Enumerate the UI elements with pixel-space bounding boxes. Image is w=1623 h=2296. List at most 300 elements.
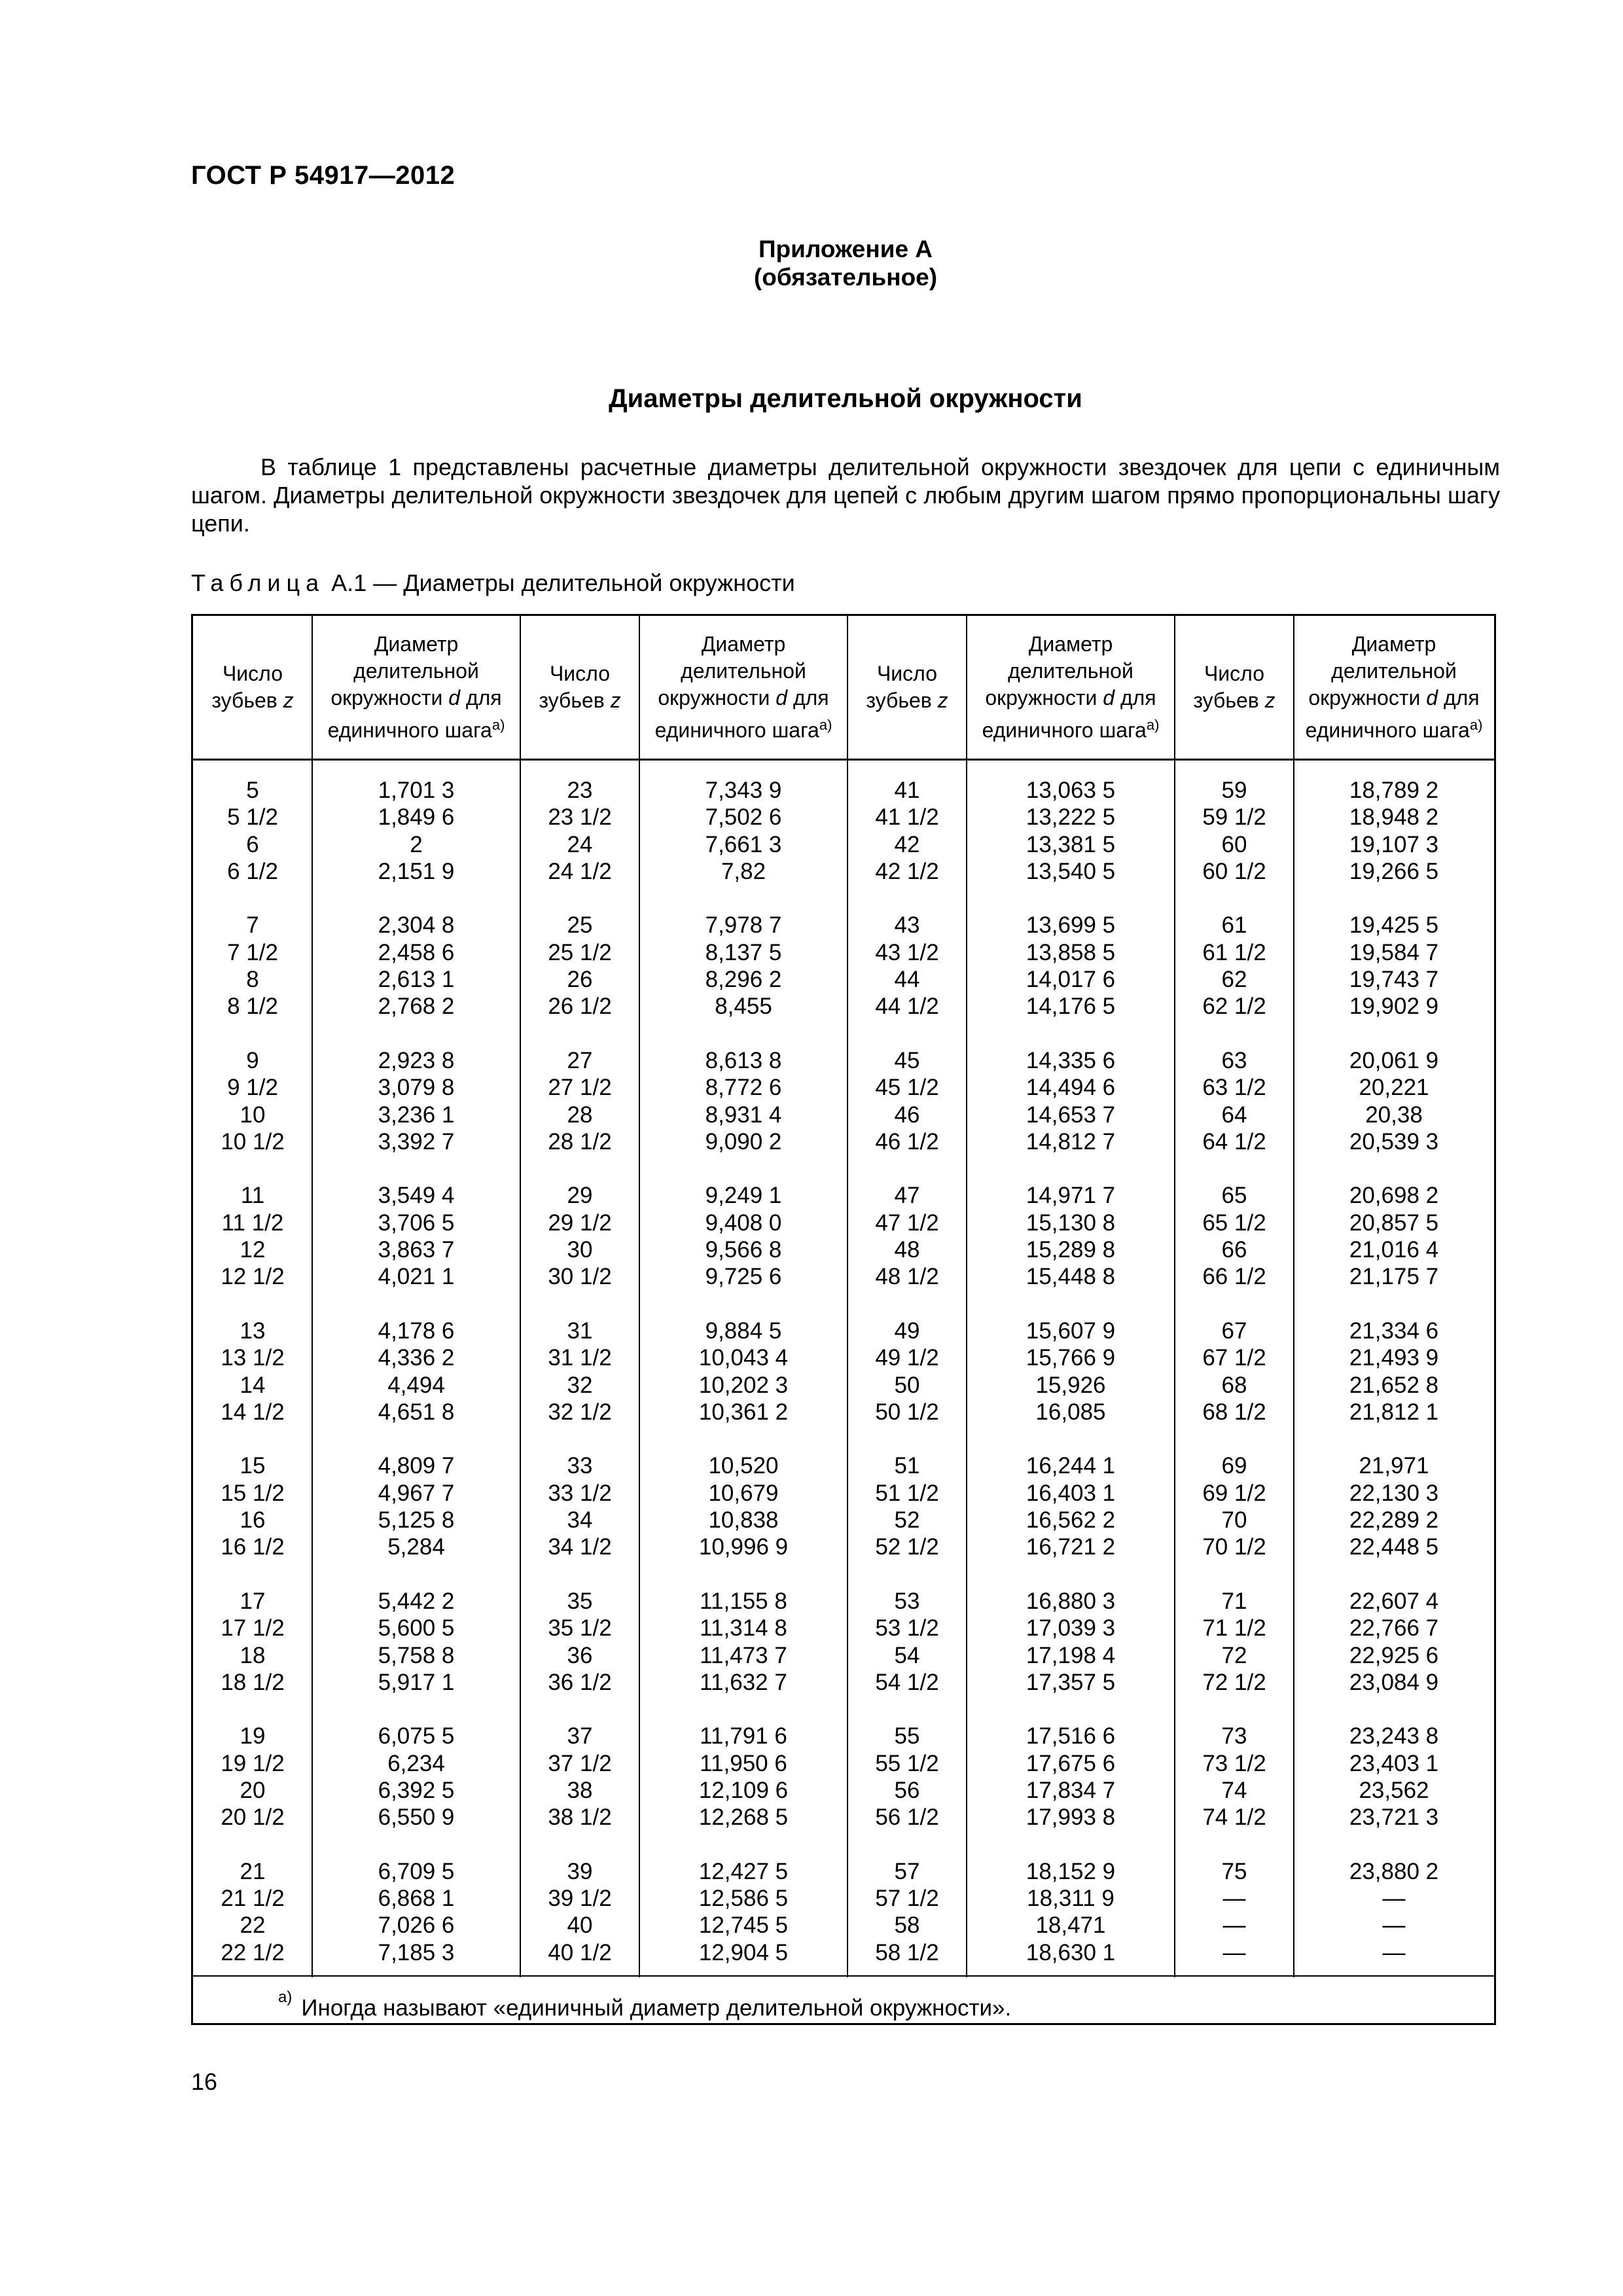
table-footnote-row (193, 1975, 1494, 2026)
diameter-cell: 5,442 2 (378, 1588, 455, 1614)
diameter-cell: 10,361 2 (698, 1399, 789, 1425)
teeth-cell: 62 1/2 (1202, 994, 1266, 1020)
row-group (193, 1047, 312, 1155)
diameter-cell: 18,471 (1035, 1912, 1106, 1939)
teeth-cell: 70 1/2 (1202, 1534, 1266, 1560)
teeth-cell: 16 (240, 1507, 266, 1534)
teeth-cell: 68 (1221, 1372, 1247, 1398)
diameter-cell: 22,289 2 (1349, 1507, 1439, 1534)
teeth-cell: 28 (567, 1102, 593, 1128)
teeth-cell: 20 (240, 1777, 266, 1803)
diameter-cell: — (1382, 1912, 1406, 1939)
diameter-cell: 7,185 3 (378, 1939, 455, 1965)
teeth-cell: 8 1/2 (227, 994, 278, 1020)
teeth-cell: 58 (894, 1912, 920, 1939)
row-group (312, 1318, 520, 1426)
teeth-cell: 15 1/2 (221, 1480, 285, 1506)
teeth-cell: 12 1/2 (221, 1264, 285, 1290)
row-group (1175, 912, 1294, 1020)
diameter-cell: 6,550 9 (378, 1804, 455, 1831)
diameter-cell: 21,175 7 (1349, 1264, 1439, 1290)
teeth-cell: 23 1/2 (548, 804, 612, 831)
teeth-cell: 67 1/2 (1202, 1345, 1266, 1371)
diameter-cell: 17,357 5 (1026, 1669, 1116, 1695)
diameter-cell: 21,016 4 (1349, 1237, 1439, 1263)
header-teeth-count (847, 616, 967, 759)
row-group (639, 1723, 847, 1831)
teeth-cell: 36 (567, 1642, 593, 1668)
diameter-cell: 6,868 1 (378, 1886, 455, 1912)
teeth-cell: 29 1/2 (548, 1210, 612, 1236)
teeth-cell: 54 1/2 (875, 1669, 939, 1695)
diameter-cell: 17,516 6 (1026, 1723, 1116, 1749)
teeth-cell: 5 (246, 778, 259, 803)
diameter-cell: 16,085 (1035, 1399, 1106, 1425)
teeth-cell: — (1222, 1939, 1246, 1965)
teeth-cell: 74 1/2 (1202, 1804, 1266, 1831)
row-group (520, 1047, 639, 1155)
diameter-cell: 20,061 9 (1349, 1047, 1439, 1073)
diameter-cell: 23,562 (1359, 1777, 1429, 1803)
diameter-cell: 8,931 4 (705, 1102, 782, 1128)
teeth-cell: 47 (894, 1183, 920, 1209)
diameter-cell: 6,709 5 (378, 1858, 455, 1884)
teeth-cell: 63 1/2 (1202, 1075, 1266, 1101)
diameter-cell: 13,063 5 (1026, 778, 1116, 803)
document-code: ГОСТ Р 54917—2012 (191, 161, 455, 190)
diameter-cell: 3,392 7 (378, 1128, 455, 1155)
diameter-cell: 19,266 5 (1349, 858, 1439, 884)
teeth-cell: 74 (1221, 1777, 1247, 1803)
teeth-cell: 46 (894, 1102, 920, 1128)
header-pitch-diameter (312, 616, 520, 759)
diameter-cell: 10,202 3 (698, 1372, 789, 1398)
diameter-cell: 7,502 6 (705, 804, 782, 831)
teeth-cell: 73 1/2 (1202, 1750, 1266, 1776)
row-group (967, 1858, 1175, 1966)
header-text: единичного шага$^{а)}$ (982, 716, 1160, 742)
header-text: окружности d для (985, 685, 1156, 709)
row-group (847, 1452, 967, 1560)
diameter-cell: 3,863 7 (378, 1237, 455, 1263)
header-pitch-diameter (1294, 616, 1494, 759)
teeth-cell: 17 (240, 1588, 266, 1614)
teeth-cell: 43 1/2 (875, 939, 939, 965)
teeth-cell: — (1222, 1886, 1246, 1912)
row-group (193, 1588, 312, 1696)
row-group (967, 777, 1175, 885)
row-group (312, 777, 520, 885)
header-text: окружности d для (330, 685, 502, 709)
teeth-cell: 32 1/2 (548, 1399, 612, 1425)
diameter-cell: 22,130 3 (1349, 1480, 1439, 1506)
diameter-cell: 7,978 7 (705, 912, 782, 939)
diameter-cell: 7,661 3 (705, 831, 782, 857)
teeth-cell: 10 (240, 1102, 266, 1128)
table-caption-text: А.1 — Диаметры делительной окружности (331, 569, 795, 596)
diameter-cell: 14,653 7 (1026, 1102, 1116, 1128)
teeth-cell: 24 1/2 (548, 858, 612, 884)
row-group (1175, 1588, 1294, 1696)
header-text: зубьев z (866, 689, 948, 712)
diameter-cell: 9,090 2 (705, 1128, 782, 1155)
teeth-cell: — (1222, 1912, 1246, 1939)
teeth-cell: 35 1/2 (548, 1615, 612, 1641)
teeth-cell: 14 (240, 1372, 266, 1398)
diameter-cell: 22,766 7 (1349, 1615, 1439, 1641)
diameter-cell: 14,971 7 (1026, 1183, 1116, 1209)
teeth-cell: 42 1/2 (875, 858, 939, 884)
diameter-cell: 18,152 9 (1026, 1858, 1116, 1884)
diameter-cell: 8,296 2 (705, 967, 782, 993)
diameter-cell: 14,176 5 (1026, 994, 1116, 1020)
teeth-cell: 50 1/2 (875, 1399, 939, 1425)
diameter-cell: 9,725 6 (705, 1264, 782, 1290)
diameter-cell: 11,155 8 (700, 1588, 787, 1614)
diameter-cell: 5,284 (387, 1534, 445, 1560)
row-group (312, 1452, 520, 1560)
row-group (847, 912, 967, 1020)
diameter-column (312, 777, 520, 1993)
teeth-cell: 15 (240, 1453, 266, 1479)
diameter-cell: 19,902 9 (1349, 994, 1439, 1020)
teeth-cell: 62 (1221, 967, 1247, 993)
teeth-cell: 72 1/2 (1202, 1669, 1266, 1695)
teeth-cell: 55 1/2 (875, 1750, 939, 1776)
teeth-cell: 34 (567, 1507, 593, 1534)
diameter-cell: 23,084 9 (1349, 1669, 1439, 1695)
diameter-cell: 5,758 8 (378, 1642, 455, 1668)
diameter-cell: 20,698 2 (1349, 1183, 1439, 1209)
teeth-cell: 45 (894, 1047, 920, 1073)
diameter-cell: 18,630 1 (1026, 1939, 1116, 1965)
teeth-cell: 75 (1221, 1858, 1247, 1884)
diameter-cell: 3,549 4 (378, 1183, 455, 1209)
diameter-cell: 21,334 6 (1349, 1318, 1439, 1344)
diameter-cell: 2 (410, 831, 423, 857)
diameter-cell: 6,392 5 (378, 1777, 455, 1803)
row-group (1294, 1182, 1494, 1290)
teeth-cell: 31 1/2 (548, 1345, 612, 1371)
footnote-text: Иногда называют «единичный диаметр делительной окружности». (301, 1995, 1012, 2021)
teeth-cell: 44 (894, 967, 920, 993)
diameter-cell: 14,335 6 (1026, 1047, 1116, 1073)
diameter-cell: 10,996 9 (698, 1534, 789, 1560)
page-number: 16 (191, 2068, 218, 2095)
teeth-cell: 60 1/2 (1202, 858, 1266, 884)
row-group (1175, 1452, 1294, 1560)
header-text: Число (876, 662, 937, 685)
teeth-cell: 40 1/2 (548, 1939, 612, 1965)
diameter-cell: 1,849 6 (378, 804, 455, 831)
teeth-cell: 40 (567, 1912, 593, 1939)
diameter-cell: 23,403 1 (1349, 1750, 1439, 1776)
row-group (639, 912, 847, 1020)
row-group (639, 1452, 847, 1560)
teeth-cell: 66 (1221, 1237, 1247, 1263)
header-text: окружности d для (658, 685, 829, 709)
diameter-cell: 8,455 (715, 994, 772, 1020)
header-pitch-diameter (639, 616, 847, 759)
teeth-cell: 66 1/2 (1202, 1264, 1266, 1290)
teeth-cell: 13 (240, 1318, 266, 1344)
teeth-cell: 38 1/2 (548, 1804, 612, 1831)
row-group (967, 1588, 1175, 1696)
row-group (1294, 1452, 1494, 1560)
row-group (193, 1318, 312, 1426)
teeth-cell: 60 (1221, 831, 1247, 857)
teeth-cell: 7 (246, 912, 259, 939)
diameter-cell: 10,043 4 (698, 1345, 789, 1371)
teeth-cell: 47 1/2 (875, 1210, 939, 1236)
row-group (1175, 1723, 1294, 1831)
teeth-cell: 26 (567, 967, 593, 993)
teeth-cell: 44 1/2 (875, 994, 939, 1020)
teeth-cell: 12 (240, 1237, 266, 1263)
diameter-cell: 12,745 5 (698, 1912, 789, 1939)
header-text: Диаметр (1028, 632, 1113, 656)
teeth-column (520, 777, 639, 1993)
diameter-cell: 8,137 5 (705, 939, 782, 965)
teeth-cell: 64 (1221, 1102, 1247, 1128)
diameter-cell: 20,221 (1359, 1075, 1429, 1101)
diameter-cell: 21,971 (1359, 1453, 1429, 1479)
diameter-cell: 3,706 5 (378, 1210, 455, 1236)
teeth-cell: 25 (567, 912, 593, 939)
teeth-column (193, 777, 312, 1993)
diameter-cell: 11,791 6 (700, 1723, 787, 1749)
header-pitch-diameter (967, 616, 1175, 759)
teeth-cell: 50 (894, 1372, 920, 1398)
diameter-cell: 10,838 (708, 1507, 779, 1534)
teeth-cell: 46 1/2 (875, 1128, 939, 1155)
teeth-column (847, 777, 967, 1993)
row-group (967, 1182, 1175, 1290)
row-group (193, 1452, 312, 1560)
row-group (847, 1318, 967, 1426)
header-text: единичного шага$^{а)}$ (327, 716, 505, 742)
teeth-cell: 37 (567, 1723, 593, 1749)
row-group (520, 912, 639, 1020)
diameter-cell: 17,198 4 (1026, 1642, 1116, 1668)
diameter-cell: 4,809 7 (378, 1453, 455, 1479)
teeth-cell: 21 (240, 1858, 266, 1884)
diameter-cell: 18,948 2 (1349, 804, 1439, 831)
diameter-cell: 4,967 7 (378, 1480, 455, 1506)
row-group (520, 1723, 639, 1831)
teeth-cell: 41 (894, 778, 920, 803)
row-group (1175, 777, 1294, 885)
teeth-cell: 41 1/2 (875, 804, 939, 831)
teeth-cell: 45 1/2 (875, 1075, 939, 1101)
table-caption (191, 569, 795, 597)
row-group (639, 1318, 847, 1426)
teeth-cell: 22 1/2 (221, 1939, 285, 1965)
diameter-cell: 15,448 8 (1026, 1264, 1116, 1290)
header-text: единичного шага$^{а)}$ (654, 716, 832, 742)
diameter-cell: 17,993 8 (1026, 1804, 1116, 1831)
teeth-cell: 39 (567, 1858, 593, 1884)
header-text: зубьев z (1193, 689, 1275, 712)
diameter-cell: 15,289 8 (1026, 1237, 1116, 1263)
teeth-cell: 61 1/2 (1202, 939, 1266, 965)
diameter-cell: 19,584 7 (1349, 939, 1439, 965)
row-group (847, 1047, 967, 1155)
diameter-cell: 4,178 6 (378, 1318, 455, 1344)
diameter-cell: 5,125 8 (378, 1507, 455, 1534)
row-group (520, 1318, 639, 1426)
teeth-cell: 5 1/2 (227, 804, 278, 831)
diameter-cell: 15,130 8 (1026, 1210, 1116, 1236)
teeth-cell: 61 (1221, 912, 1247, 939)
diameter-cell: 20,38 (1365, 1102, 1423, 1128)
row-group (312, 1588, 520, 1696)
teeth-cell: 42 (894, 831, 920, 857)
row-group (1294, 1858, 1494, 1966)
diameter-cell: 16,403 1 (1026, 1480, 1116, 1506)
header-text: окружности d для (1308, 685, 1480, 709)
teeth-cell: 21 1/2 (221, 1886, 285, 1912)
diameter-cell: 13,222 5 (1026, 804, 1116, 831)
teeth-cell: 65 1/2 (1202, 1210, 1266, 1236)
diameter-cell: 2,768 2 (378, 994, 455, 1020)
teeth-cell: 23 (567, 778, 593, 803)
diameter-cell: 23,721 3 (1349, 1804, 1439, 1831)
teeth-cell: 33 1/2 (548, 1480, 612, 1506)
teeth-cell: 38 (567, 1777, 593, 1803)
diameter-cell: 1,701 3 (378, 778, 455, 803)
diameter-cell: 10,679 (708, 1480, 779, 1506)
header-text: Диаметр (1351, 632, 1436, 656)
diameter-cell: 19,425 5 (1349, 912, 1439, 939)
teeth-cell: 52 1/2 (875, 1534, 939, 1560)
diameter-cell: 4,494 (387, 1372, 445, 1398)
teeth-cell: 65 (1221, 1183, 1247, 1209)
teeth-cell: 49 1/2 (875, 1345, 939, 1371)
teeth-cell: 69 1/2 (1202, 1480, 1266, 1506)
teeth-cell: 68 1/2 (1202, 1399, 1266, 1425)
diameter-cell: 11,950 6 (700, 1750, 787, 1776)
header-teeth-count (520, 616, 639, 759)
header-text: Число (1204, 662, 1264, 685)
diameter-cell: 4,021 1 (378, 1264, 455, 1290)
diameter-cell: 9,249 1 (705, 1183, 782, 1209)
row-group (1175, 1047, 1294, 1155)
header-text: делительной (681, 658, 806, 683)
diameter-cell: 2,613 1 (378, 967, 455, 993)
diameter-cell: 14,494 6 (1026, 1075, 1116, 1101)
teeth-cell: 70 (1221, 1507, 1247, 1534)
teeth-cell: 20 1/2 (221, 1804, 285, 1831)
teeth-cell: 22 (240, 1912, 266, 1939)
teeth-cell: 57 (894, 1858, 920, 1884)
row-group (1294, 1047, 1494, 1155)
teeth-cell: 53 (894, 1588, 920, 1614)
row-group (520, 1182, 639, 1290)
row-group (1175, 1858, 1294, 1966)
row-group (847, 1723, 967, 1831)
header-teeth-count (193, 616, 312, 759)
teeth-cell: 6 1/2 (227, 858, 278, 884)
row-group (193, 777, 312, 885)
row-group (312, 1182, 520, 1290)
table-caption-prefix: Таблица (191, 569, 325, 596)
row-group (967, 1452, 1175, 1560)
header-teeth-count (1175, 616, 1294, 759)
row-group (312, 1858, 520, 1966)
row-group (520, 1588, 639, 1696)
teeth-cell: 6 (246, 831, 259, 857)
diameter-cell: 2,923 8 (378, 1047, 455, 1073)
diameter-cell: 2,304 8 (378, 912, 455, 939)
row-group (1294, 1588, 1494, 1696)
diameter-cell: 19,743 7 (1349, 967, 1439, 993)
diameter-cell: 21,812 1 (1349, 1399, 1439, 1425)
diameter-cell: 15,766 9 (1026, 1345, 1116, 1371)
diameter-cell: 9,408 0 (705, 1210, 782, 1236)
diameter-cell: 3,079 8 (378, 1075, 455, 1101)
row-group (520, 1452, 639, 1560)
teeth-cell: 36 1/2 (548, 1669, 612, 1695)
diameter-cell: 16,244 1 (1026, 1453, 1116, 1479)
row-group (967, 1723, 1175, 1831)
teeth-cell: 55 (894, 1723, 920, 1749)
teeth-cell: 67 (1221, 1318, 1247, 1344)
appendix-title: Приложение А (758, 236, 933, 262)
teeth-cell: 48 (894, 1237, 920, 1263)
teeth-cell: 34 1/2 (548, 1534, 612, 1560)
diameter-cell: 9,884 5 (705, 1318, 782, 1344)
diameter-cell: 14,017 6 (1026, 967, 1116, 993)
teeth-cell: 7 1/2 (227, 939, 278, 965)
diameter-cell: 4,336 2 (378, 1345, 455, 1371)
diameter-cell: 16,562 2 (1026, 1507, 1116, 1534)
diameter-cell: 8,613 8 (705, 1047, 782, 1073)
footnote-mark: а) (278, 1988, 293, 2006)
teeth-cell: 56 1/2 (875, 1804, 939, 1831)
row-group (639, 1182, 847, 1290)
teeth-cell: 9 1/2 (227, 1075, 278, 1101)
diameter-cell: 12,904 5 (698, 1939, 789, 1965)
diameter-cell: 13,540 5 (1026, 858, 1116, 884)
diameter-cell: 21,493 9 (1349, 1345, 1439, 1371)
diameter-cell: 22,925 6 (1349, 1642, 1439, 1668)
teeth-cell: 51 (894, 1453, 920, 1479)
teeth-cell: 18 1/2 (221, 1669, 285, 1695)
diameter-cell: 23,243 8 (1349, 1723, 1439, 1749)
diameter-cell: 11,473 7 (700, 1642, 787, 1668)
teeth-cell: 28 1/2 (548, 1128, 612, 1155)
teeth-cell: 11 1/2 (221, 1210, 284, 1236)
diameter-cell: 4,651 8 (378, 1399, 455, 1425)
diameter-cell: 8,772 6 (705, 1075, 782, 1101)
row-group (312, 1047, 520, 1155)
row-group (639, 1047, 847, 1155)
diameter-cell: 12,427 5 (698, 1858, 789, 1884)
diameter-cell: 13,858 5 (1026, 939, 1116, 965)
header-text: делительной (353, 658, 479, 683)
row-group (193, 1182, 312, 1290)
diameter-cell: 19,107 3 (1349, 831, 1439, 857)
teeth-cell: 32 (567, 1372, 593, 1398)
diameter-cell: 14,812 7 (1026, 1128, 1116, 1155)
row-group (847, 777, 967, 885)
diameter-cell: 23,880 2 (1349, 1858, 1439, 1884)
diameter-cell: 12,109 6 (698, 1777, 789, 1803)
teeth-cell: 16 1/2 (221, 1534, 285, 1560)
diameter-cell: 21,652 8 (1349, 1372, 1439, 1398)
teeth-cell: 57 1/2 (875, 1886, 939, 1912)
